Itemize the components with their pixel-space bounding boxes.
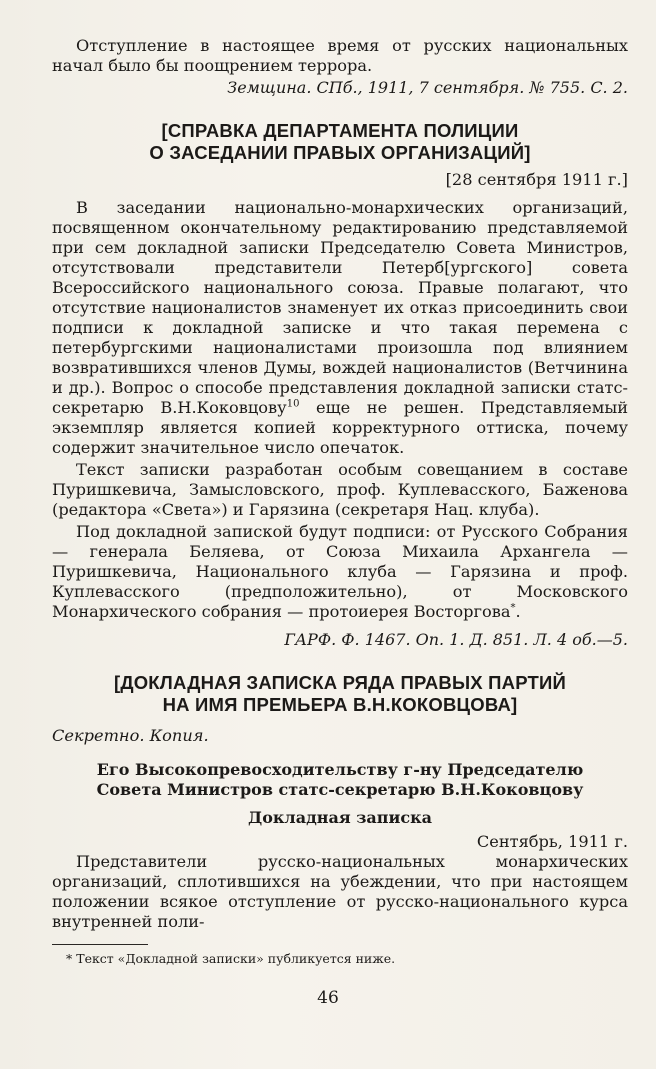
section1-heading [52,120,628,164]
section1-paragraph-3-end: . [515,602,521,621]
footnote-marker: * [510,602,516,614]
section2-heading-line1: [ДОКЛАДНАЯ ЗАПИСКА РЯДА ПРАВЫХ ПАРТИЙ [113,672,567,693]
secret-copy-note: Секретно. Копия. [52,726,209,745]
document-title: Докладная записка [247,808,433,827]
intro-paragraph: Отступление в настоящее время от русских национальных начал было бы поощрением террора. [52,36,628,75]
footnote-divider [52,944,148,945]
section2-heading-line2: НА ИМЯ ПРЕМЬЕРА В.Н.КОКОВЦОВА] [162,694,518,715]
footnote-text: Текст «Докладной записки» публикуется ниже. [76,951,396,966]
section1-paragraph-1-end: еще не решен. Представляемый экземпляр является копией корректурного оттиска, почему содержит значительное число опечаток. [52,398,628,457]
intro-source-citation: Земщина. СПб., 1911, 7 сентября. № 755. С. 2. [227,78,628,97]
addressee-line1: Его Высокопревосходительству г-ну Председателю [96,760,584,779]
section1-heading-line2: О ЗАСЕДАНИИ ПРАВЫХ ОРГАНИЗАЦИЙ] [149,142,531,163]
endnote-marker: 10 [286,398,300,410]
section1-paragraph-2: Текст записки разработан особым совещанием в составе Пуришкевича, Замысловского, проф. Куплевасского, Баженова (редактора «Света») и Гарязина (секретаря Нац. клуба). [52,460,628,519]
section2-date: Сентябрь, 1911 г. [476,832,628,851]
addressee-line2: Совета Министров статс-секретарю В.Н.Коковцову [96,780,584,799]
section1-source-citation: ГАРФ. Ф. 1467. Оп. 1. Д. 851. Л. 4 об.—5. [284,630,628,649]
section2-heading [52,672,628,716]
page-number: 46 [317,988,339,1008]
section1-paragraph-3-text: Под докладной запиской будут подписи: от Русского Собрания — генерала Беляева, от Союза Михаила Архангела — Пуришкевича, Национального клуба — Гарязина и проф. Куплевасского (предположительно), от Московского Монархического собрания — протоиерея Восторгова [52,522,628,621]
section1-heading-line1: [СПРАВКА ДЕПАРТАМЕНТА ПОЛИЦИИ [161,120,519,141]
section2-paragraph-1: Представители русско-национальных монархических организаций, сплотившихся на убеждении, что при настоящем положении всякое отступление от русско-национального курса внутренней поли- [52,852,628,931]
section1-paragraph-3 [52,522,628,622]
addressee [52,760,628,800]
footnote-mark: * [66,951,73,966]
section1-paragraph-1-text: В заседании национально-монархических организаций, посвященном окончательному редактированию представляемой при сем докладной записки Председателю Совета Министров, отсутствовали представители Петерб[ургского] совета Всероссийского национального союза. Правые полагают, что отсутствие националистов знаменует их отказ присоединить свои подписи к докладной записке и что такая перемена с петербургскими националистами произошла под влиянием возвратившихся членов Думы, вождей националистов (Ветчинина и др.). Вопрос о способе представления докладной записки статс-секретарю В.Н.Коковцову [52,198,628,417]
footnote [52,951,628,967]
section1-date: [28 сентября 1911 г.] [445,170,628,189]
section1-paragraph-1 [52,198,628,458]
